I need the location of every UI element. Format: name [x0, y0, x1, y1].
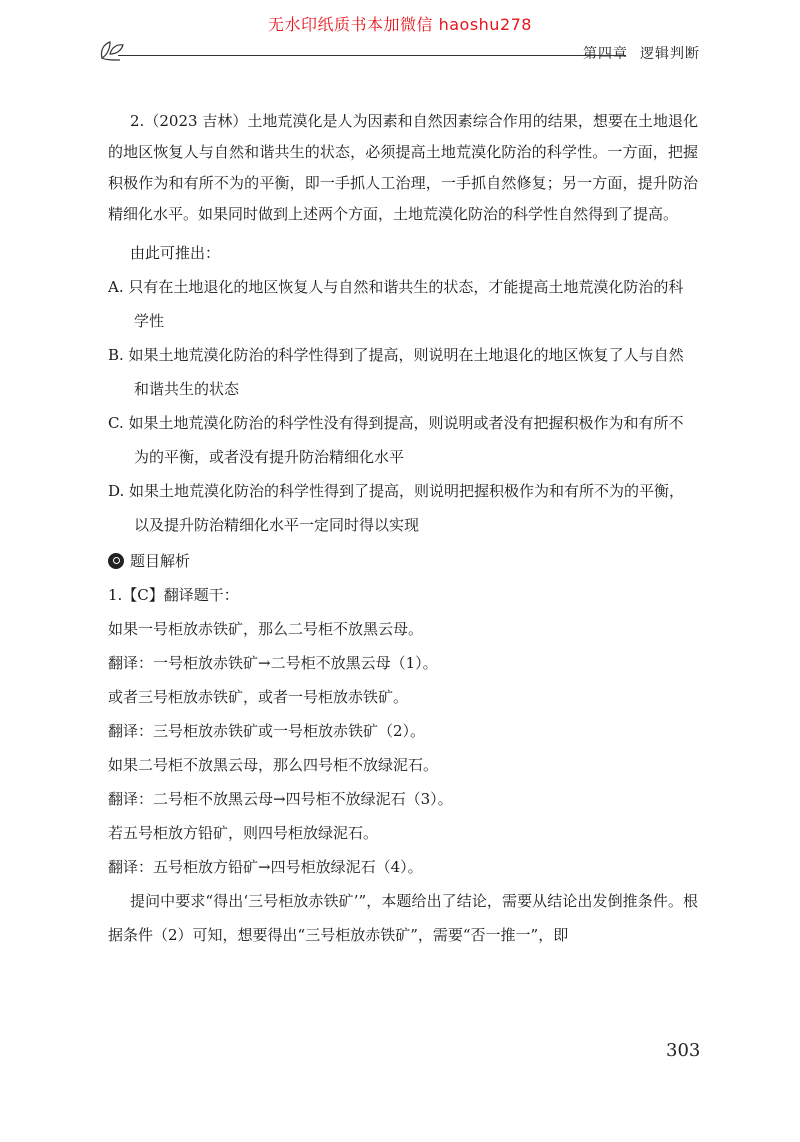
option-a: A. 只有在土地退化的地区恢复人与自然和谐共生的状态，才能提高土地荒漠化防治的科学性: [108, 278, 684, 330]
option-b: B. 如果土地荒漠化防治的科学性得到了提高，则说明在土地退化的地区恢复了人与自然和谐共生的状态: [108, 346, 684, 398]
watermark-text: 无水印纸质书本加微信 haoshu278: [268, 15, 532, 34]
chapter-number: 第四章: [583, 46, 628, 62]
analysis-line: 翻译：三号柜放赤铁矿或一号柜放赤铁矿（2）。: [108, 722, 426, 740]
analysis-line: 如果一号柜放赤铁矿，那么二号柜不放黑云母。: [108, 620, 424, 638]
leaf-icon: [96, 38, 126, 64]
page-body: [108, 106, 698, 952]
analysis-line: 翻译：一号柜放赤铁矿→二号柜不放黑云母（1）。: [108, 654, 438, 672]
analysis-icon: [108, 553, 124, 569]
question-stem: 2.（2023 吉林）土地荒漠化是人为因素和自然因素综合作用的结果，想要在土地退化的地区恢复人与自然和谐共生的状态，必须提高土地荒漠化防治的科学性。一方面，把握积极作为和有所不为的平衡，即一手抓人工治理，一手抓自然修复；另一方面，提升防治精细化水平。如果同时做到上述两个方面，土地荒漠化防治的科学性自然得到了提高。: [108, 112, 698, 223]
analysis-line: 翻译：五号柜放方铅矿→四号柜放绿泥石（4）。: [108, 858, 423, 876]
option-d: D. 如果土地荒漠化防治的科学性得到了提高，则说明把握积极作为和有所不为的平衡，以及提升防治精细化水平一定同时得以实现: [108, 482, 685, 534]
analysis-line: 1.【C】翻译题干：: [108, 586, 239, 604]
analysis-line: 或者三号柜放赤铁矿，或者一号柜放赤铁矿。: [108, 688, 409, 706]
page-header: [96, 36, 700, 70]
chapter-label: [583, 43, 700, 63]
analysis-line: 若五号柜放方铅矿，则四号柜放绿泥石。: [108, 824, 379, 842]
analysis-line: 如果二号柜不放黑云母，那么四号柜不放绿泥石。: [108, 756, 439, 774]
page-number: 303: [666, 1040, 701, 1061]
analysis-title: 题目解析: [130, 552, 191, 570]
header-rule: [118, 55, 626, 56]
analysis-heading: [108, 544, 698, 578]
analysis-conclusion: 提问中要求“得出‘三号柜放赤铁矿’”，本题给出了结论，需要从结论出发倒推条件。根据条件（2）可知，想要得出“三号柜放赤铁矿”，需要“否一推一”，即: [108, 892, 698, 944]
question-prompt: 由此可推出：: [130, 244, 221, 262]
option-c: C. 如果土地荒漠化防治的科学性没有得到提高，则说明或者没有把握积极作为和有所不为的平衡，或者没有提升防治精细化水平: [108, 414, 684, 466]
analysis-line: 翻译：二号柜不放黑云母→四号柜不放绿泥石（3）。: [108, 790, 453, 808]
chapter-title: 逻辑判断: [640, 46, 700, 62]
